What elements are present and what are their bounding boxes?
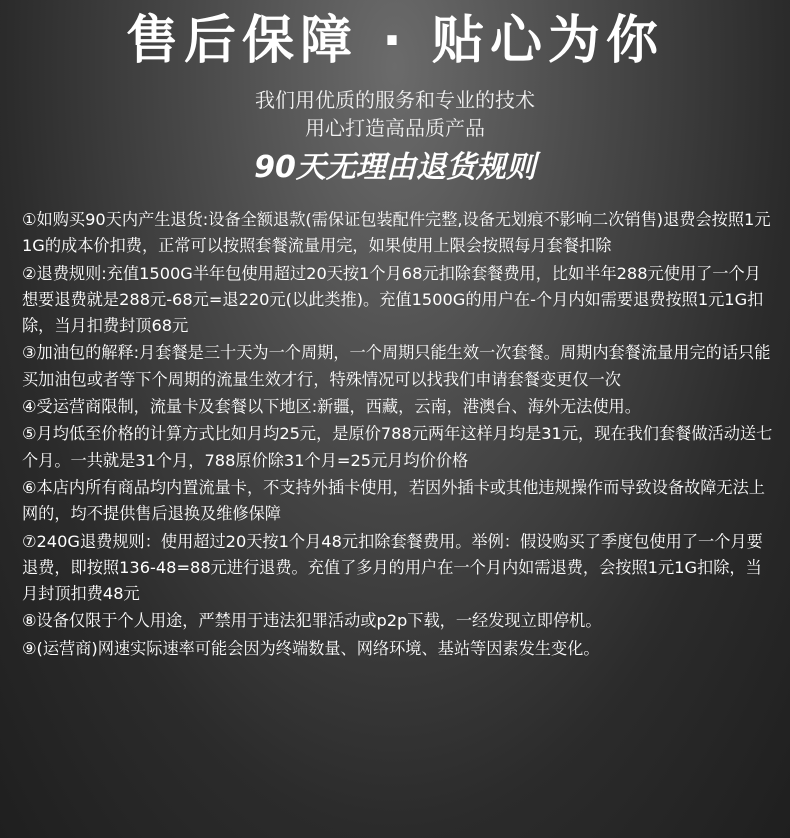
rule-item: ②退费规则:充值1500G半年包使用超过20天按1个月68元扣除套餐费用，比如半年288元使用了一个月想要退费就是288元-68元=退220元(以此类推)。充值1500G的用户在-个月内如需要退费按照1元1G扣除，当月扣费封顶68元	[22, 263, 764, 335]
rule-item: ⑤月均低至价格的计算方式比如月均25元，是原价788元两年这样月均是31元，现在我们套餐做活动送七个月。一共就是31个月，788原价除31个月=25元月均价价格	[22, 424, 773, 470]
hero-title: 售后保障 · 贴心为你	[126, 11, 664, 71]
rule-item: ③加油包的解释:月套餐是三十天为一个周期，一个周期只能生效一次套餐。周期内套餐流量用完的话只能买加油包或者等下个周期的流量生效才行，特殊情况可以找我们申请套餐变更仅一次	[22, 343, 771, 389]
rule-item: ⑧设备仅限于个人用途，严禁用于违法犯罪活动或p2p下载，一经发现立即停机。	[22, 611, 602, 631]
rule-item: ⑥本店内所有商品均内置流量卡，不支持外插卡使用，若因外插卡或其他违规操作而导致设备故障无法上网的，均不提供售后退换及维修保障	[22, 477, 765, 524]
rule-item: ⑦240G退费规则：使用超过20天按1个月48元扣除套餐费用。举例：假设购买了季度包使用了一个月要退费，即按照136-48=88元进行退费。充值了多月的用户在一个月内如需退费，会按照1元1G扣除，当月封顶扣费48元	[22, 531, 763, 603]
rule-item: ①如购买90天内产生退货:设备全额退款(需保证包装配件完整,设备无划痕不影响二次销售)退费会按照1元1G的成本价扣费，正常可以按照套餐流量用完，如果使用上限会按照每月套餐扣除	[22, 210, 771, 256]
section-title: 90天无理由退货规则	[254, 150, 536, 185]
subtitle-line-1: 我们用优质的服务和专业的技术	[255, 88, 535, 112]
rule-item: ④受运营商限制，流量卡及套餐以下地区:新疆，西藏，云南，港澳台、海外无法使用。	[22, 396, 641, 416]
rule-item: ⑨(运营商)网速实际速率可能会因为终端数量、网络环境、基站等因素发生变化。	[22, 638, 600, 658]
rules-list	[22, 207, 774, 663]
subtitle-line-2: 用心打造高品质产品	[305, 116, 485, 140]
